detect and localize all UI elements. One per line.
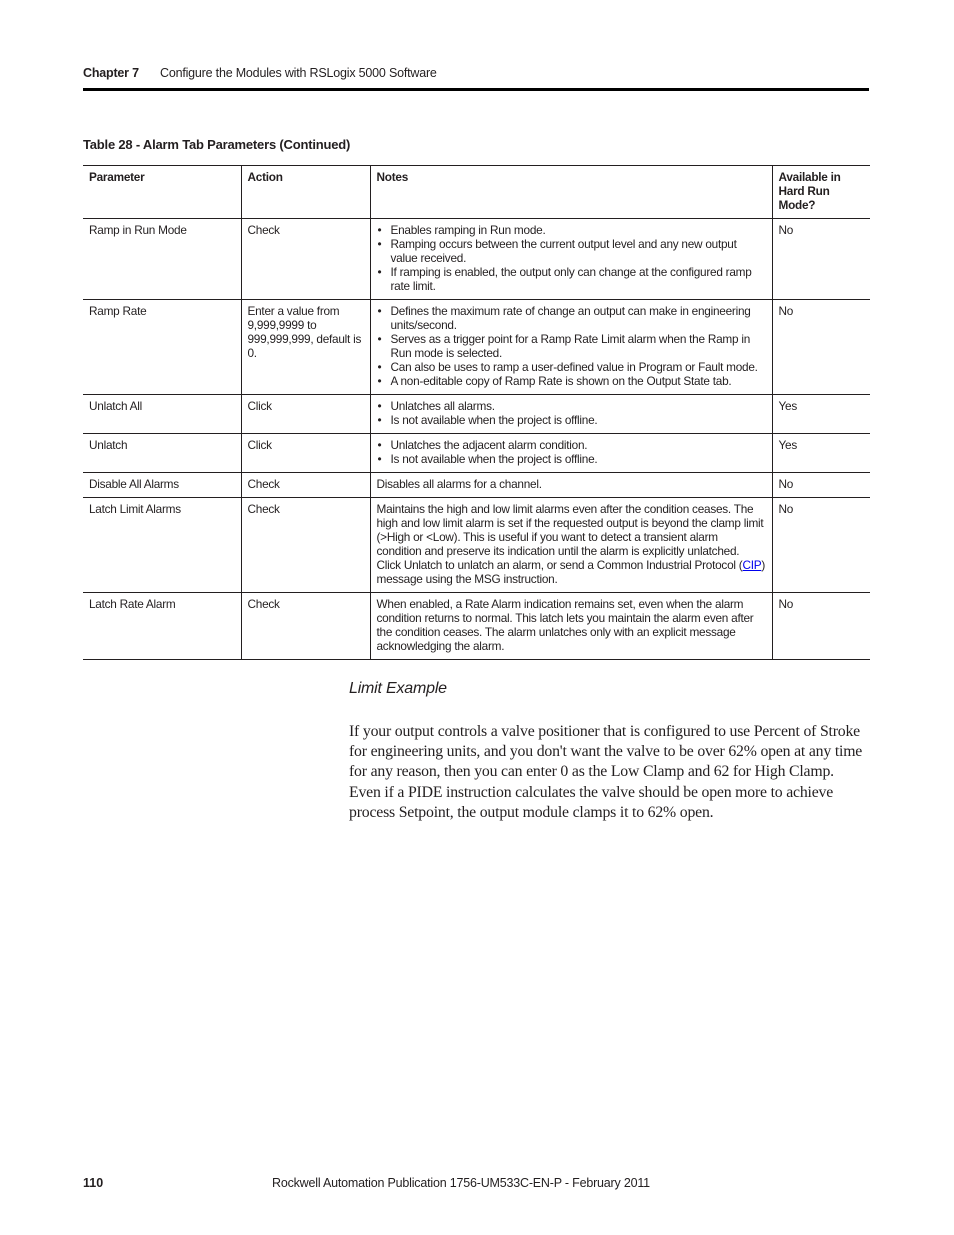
table-row [83, 593, 870, 660]
action-cell: Enter a value from 9,999,9999 to 999,999,999, default is 0. [241, 300, 370, 395]
note-item: • Enables ramping in Run mode. [377, 223, 766, 237]
notes-cell [370, 395, 772, 434]
notes-text: Maintains the high and low limit alarms even after the condition ceases. The high and low limit alarm is set if the requested output is beyond the clamp limit (>High or <Low). This is useful if you want to detect a transient alarm condition and preserve its indication until the alarm is explicitly unlatched. Click Unlatch to unlatch an alarm, or send a Common Industrial Protocol ( [376, 502, 764, 572]
table-row [83, 473, 870, 498]
alarm-parameters-table [83, 165, 870, 660]
notes-list [377, 304, 766, 388]
header-rule [83, 88, 869, 91]
notes-list [377, 223, 766, 293]
section-title: Limit Example [349, 680, 447, 697]
hard-run-cell: Yes [772, 434, 870, 473]
column-header-action: Action [241, 166, 370, 219]
action-cell: Check [241, 498, 370, 593]
hard-run-cell: No [772, 300, 870, 395]
notes-list [377, 438, 766, 466]
parameter-cell: Unlatch All [89, 399, 142, 413]
hard-run-cell: No [772, 498, 870, 593]
cip-link[interactable]: CIP [742, 558, 762, 572]
page-header [83, 66, 869, 92]
notes-cell [370, 498, 772, 593]
body-paragraph: If your output controls a valve positioner that is configured to use Percent of Stroke for engineering units, and you don't want the valve to be over 62% open at any time for any reason, then you can enter 0 as the Low Clamp and 62 for High Clamp. Even if a PIDE instruction calculates the valve should be open more to achieve process Setpoint, the output module clamps it to 62% open. [349, 723, 863, 821]
hard-run-cell: No [772, 593, 870, 660]
note-item: • A non-editable copy of Ramp Rate is shown on the Output State tab. [377, 374, 766, 388]
action-cell: Click [241, 395, 370, 434]
notes-cell [370, 219, 772, 300]
note-item: • Defines the maximum rate of change an output can make in engineering units/second. [377, 304, 766, 332]
parameter-cell: Ramp in Run Mode [89, 223, 187, 237]
chapter-label: Chapter 7 [83, 66, 139, 80]
action-cell: Check [241, 473, 370, 498]
column-header-notes: Notes [370, 166, 772, 219]
note-item: • Unlatches all alarms. [377, 399, 766, 413]
column-header-hard-run: Available in Hard Run Mode? [772, 166, 870, 219]
parameter-cell: Latch Limit Alarms [89, 502, 181, 516]
note-item: • Unlatches the adjacent alarm condition. [377, 438, 766, 452]
action-cell: Check [241, 219, 370, 300]
parameter-cell: Ramp Rate [89, 304, 147, 318]
table-row [83, 498, 870, 593]
notes-cell: Disables all alarms for a channel. [370, 473, 772, 498]
table-header-row [83, 166, 870, 219]
parameter-cell: Latch Rate Alarm [89, 597, 176, 611]
note-item: • Serves as a trigger point for a Ramp Rate Limit alarm when the Ramp in Run mode is selected. [377, 332, 766, 360]
table-caption: Table 28 - Alarm Tab Parameters (Continued) [83, 137, 351, 152]
notes-text: ) message using the MSG instruction. [376, 558, 766, 586]
note-item: • Is not available when the project is offline. [377, 413, 766, 427]
note-item: • If ramping is enabled, the output only can change at the configured ramp rate limit. [377, 265, 766, 293]
publication-info: Rockwell Automation Publication 1756-UM533C-EN-P - February 2011 [272, 1176, 650, 1190]
note-item: • Is not available when the project is offline. [377, 452, 766, 466]
note-item: • Ramping occurs between the current output level and any new output value received. [377, 237, 766, 265]
table-row [83, 395, 870, 434]
action-cell: Click [241, 434, 370, 473]
table-row [83, 219, 870, 300]
notes-list [377, 399, 766, 427]
note-item: • Can also be uses to ramp a user-defined value in Program or Fault mode. [377, 360, 766, 374]
table-row [83, 434, 870, 473]
hard-run-cell: No [772, 473, 870, 498]
notes-cell [370, 434, 772, 473]
page-number: 110 [83, 1176, 104, 1190]
notes-cell [370, 300, 772, 395]
hard-run-cell: No [772, 219, 870, 300]
column-header-parameter: Parameter [89, 170, 145, 184]
table-row [83, 300, 870, 395]
action-cell: Check [241, 593, 370, 660]
notes-cell: When enabled, a Rate Alarm indication remains set, even when the alarm condition returns to normal. This latch lets you maintain the alarm even after the condition ceases. The alarm unlatches only with an explicit message acknowledging the alarm. [370, 593, 772, 660]
hard-run-cell: Yes [772, 395, 870, 434]
parameter-cell: Unlatch [89, 438, 128, 452]
chapter-title: Configure the Modules with RSLogix 5000 Software [160, 66, 437, 80]
parameter-cell: Disable All Alarms [89, 477, 179, 491]
